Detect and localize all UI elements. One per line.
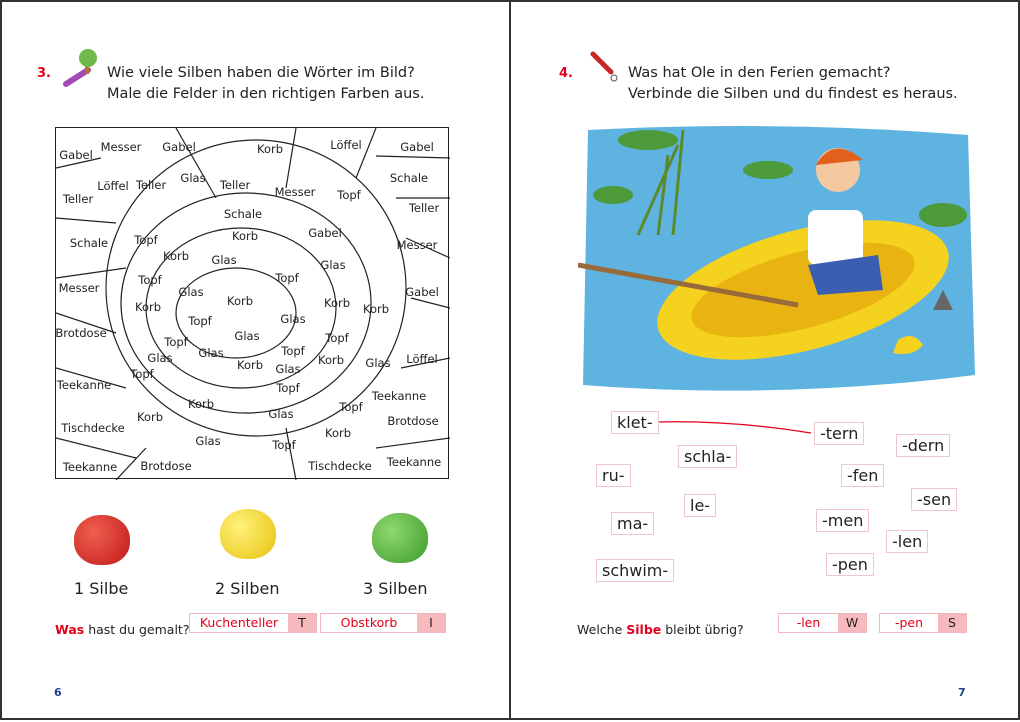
grid-field-word[interactable]: Korb — [231, 229, 259, 243]
instruction-line: Wie viele Silben haben die Wörter im Bild? — [107, 65, 415, 81]
syllable-card[interactable]: ma- — [611, 512, 654, 535]
grid-field-word[interactable]: Korb — [236, 358, 264, 372]
answer-word: -len — [796, 615, 821, 630]
answer-letter: S — [938, 614, 966, 632]
syllable-card[interactable]: -fen — [841, 464, 884, 487]
syllable-card[interactable]: -men — [816, 509, 869, 532]
syllable-card[interactable]: -pen — [826, 553, 874, 576]
syllable-card[interactable]: schwim- — [596, 559, 674, 582]
grid-field-word[interactable]: Topf — [276, 381, 300, 395]
answer-letter: T — [288, 614, 316, 632]
grid-field-word[interactable]: Brotdose — [55, 326, 107, 340]
grid-field-word[interactable]: Glas — [195, 434, 221, 448]
answer-option[interactable] — [320, 613, 446, 633]
grid-field-word[interactable]: Topf — [337, 188, 361, 202]
grid-field-word[interactable]: Teekanne — [371, 389, 427, 403]
grid-field-word[interactable]: Glas — [365, 356, 391, 370]
instruction-line: Was hat Ole in den Ferien gemacht? — [628, 65, 891, 81]
question-highlight: Was — [55, 622, 85, 637]
task-number: 4. — [559, 66, 573, 81]
grid-field-word[interactable]: Korb — [134, 300, 162, 314]
grid-field-word[interactable]: Topf — [272, 438, 296, 452]
pencil-tree-icon — [60, 46, 108, 88]
answer-letter: I — [417, 614, 445, 632]
grid-field-word[interactable]: Teller — [408, 201, 440, 215]
grid-field-word[interactable]: Teller — [219, 178, 251, 192]
grid-field-word[interactable]: Glas — [280, 312, 306, 326]
syllable-card[interactable]: -sen — [911, 488, 957, 511]
grid-field-word[interactable]: Topf — [130, 367, 154, 381]
grid-field-word[interactable]: Teller — [135, 178, 167, 192]
page-number: 7 — [958, 686, 966, 699]
grid-field-word[interactable]: Glas — [268, 407, 294, 421]
grid-field-word[interactable]: Topf — [164, 335, 188, 349]
grid-field-word[interactable]: Glas — [320, 258, 346, 272]
grid-field-word[interactable]: Messer — [396, 238, 438, 252]
grid-field-word[interactable]: Korb — [362, 302, 390, 316]
syllable-card[interactable]: le- — [684, 494, 716, 517]
answer-letter: W — [838, 614, 866, 632]
task-number: 3. — [37, 66, 51, 81]
grid-field-word[interactable]: Gabel — [308, 226, 342, 240]
grid-field-word[interactable]: Glas — [180, 171, 206, 185]
right-page — [510, 0, 1020, 720]
grid-field-word[interactable]: Messer — [274, 185, 316, 199]
grid-field-word[interactable]: Schale — [223, 207, 263, 221]
answer-word: -pen — [894, 615, 924, 630]
syllable-card[interactable]: klet- — [611, 411, 659, 434]
syllable-card[interactable]: -tern — [814, 422, 864, 445]
grid-field-word[interactable]: Gabel — [405, 285, 439, 299]
legend-3-silben: 3 Silben — [363, 579, 428, 598]
grid-field-word[interactable]: Glas — [234, 329, 260, 343]
question — [55, 622, 189, 637]
question-text: hast du gemalt? — [88, 622, 190, 637]
instruction-line: Verbinde die Silben und du findest es heraus. — [628, 86, 958, 102]
yellow-apple-icon — [220, 509, 276, 559]
grid-field-word[interactable]: Korb — [136, 410, 164, 424]
answer-word: Obstkorb — [340, 615, 398, 630]
grid-field-word[interactable]: Korb — [323, 296, 351, 310]
page-number: 6 — [54, 686, 62, 699]
grid-field-word[interactable]: Glas — [198, 346, 224, 360]
grid-field-word[interactable]: Brotdose — [140, 459, 192, 473]
grid-field-word[interactable]: Gabel — [400, 140, 434, 154]
instruction-line: Male die Felder in den richtigen Farben aus. — [107, 86, 425, 102]
grid-field-word[interactable]: Topf — [138, 273, 162, 287]
grid-field-word[interactable]: Teekanne — [56, 378, 112, 392]
question — [577, 622, 744, 637]
grid-field-word[interactable]: Tischdecke — [308, 459, 372, 473]
legend-1-silbe: 1 Silbe — [74, 579, 129, 598]
grid-field-word[interactable]: Schale — [69, 236, 109, 250]
grid-field-word[interactable]: Glas — [211, 253, 237, 267]
grid-field-word[interactable]: Topf — [325, 331, 349, 345]
grid-field-word[interactable]: Korb — [317, 353, 345, 367]
grid-field-word[interactable]: Topf — [339, 400, 363, 414]
grid-field-word[interactable]: Schale — [389, 171, 429, 185]
answer-word: Kuchenteller — [199, 615, 279, 630]
grid-field-word[interactable]: Topf — [281, 344, 305, 358]
question-text: Welche — [577, 622, 623, 637]
green-apple-icon — [372, 513, 428, 563]
grid-field-word[interactable]: Teller — [62, 192, 94, 206]
syllable-card[interactable]: schla- — [678, 445, 737, 468]
grid-field-word[interactable]: Glas — [147, 351, 173, 365]
grid-field-word[interactable]: Löffel — [330, 138, 362, 152]
grid-field-word[interactable]: Löffel — [97, 179, 129, 193]
grid-field-word[interactable]: Topf — [275, 271, 299, 285]
grid-field-word[interactable]: Korb — [324, 426, 352, 440]
grid-field-word[interactable]: Glas — [178, 285, 204, 299]
grid-field-word[interactable]: Messer — [100, 140, 142, 154]
legend-2-silben: 2 Silben — [215, 579, 280, 598]
answer-option[interactable] — [189, 613, 317, 633]
grid-field-word[interactable]: Tischdecke — [61, 421, 125, 435]
grid-field-word[interactable]: Brotdose — [387, 414, 439, 428]
grid-field-word[interactable]: Löffel — [406, 352, 438, 366]
instruction — [107, 63, 424, 105]
coloring-grid[interactable] — [55, 127, 449, 479]
question-text: bleibt übrig? — [665, 622, 744, 637]
red-apple-icon — [74, 515, 130, 565]
grid-field-word[interactable]: Glas — [275, 362, 301, 376]
grid-field-word[interactable]: Korb — [226, 294, 254, 308]
grid-field-word[interactable]: Teekanne — [386, 455, 442, 469]
question-highlight: Silbe — [626, 622, 662, 637]
grid-field-word[interactable]: Korb — [162, 249, 190, 263]
grid-field-word[interactable]: Korb — [256, 142, 284, 156]
syllable-card[interactable]: -dern — [896, 434, 950, 457]
grid-field-word[interactable]: Gabel — [162, 140, 196, 154]
grid-field-word[interactable]: Teekanne — [62, 460, 118, 474]
left-page — [0, 0, 510, 720]
grid-field-word[interactable]: Korb — [187, 397, 215, 411]
grid-field-word[interactable]: Messer — [58, 281, 100, 295]
answer-option[interactable] — [778, 613, 867, 633]
grid-field-word[interactable]: Topf — [134, 233, 158, 247]
syllable-card[interactable]: ru- — [596, 464, 631, 487]
grid-field-word[interactable]: Gabel — [59, 148, 93, 162]
syllable-card[interactable]: -len — [886, 530, 928, 553]
answer-option[interactable] — [879, 613, 967, 633]
grid-field-word[interactable]: Topf — [188, 314, 212, 328]
